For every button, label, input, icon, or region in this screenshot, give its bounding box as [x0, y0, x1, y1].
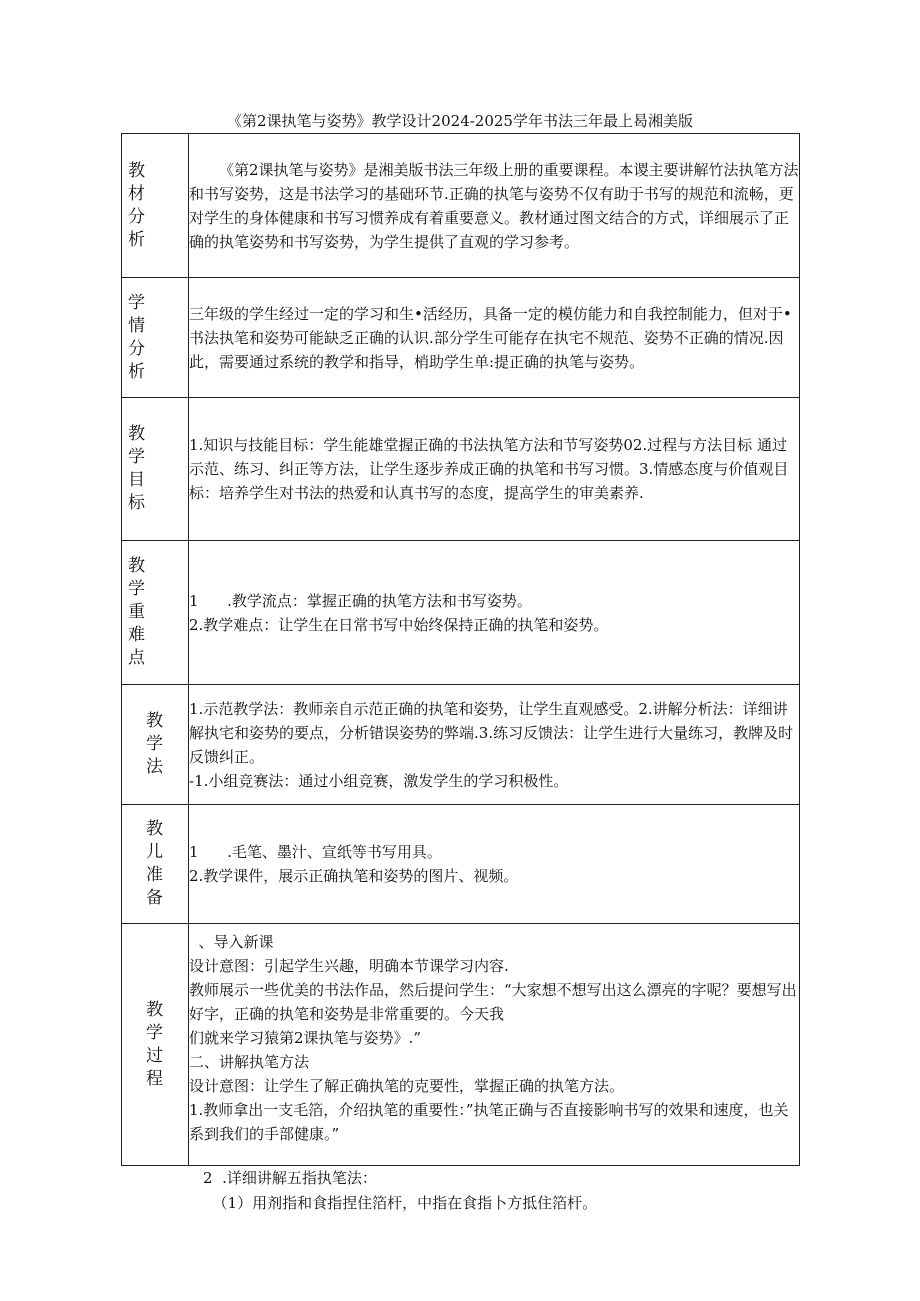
table-row: [122, 278, 800, 398]
row-label-cell: [122, 685, 189, 805]
paragraph: 1.教师拿出一支毛箔，介绍执笔的重要性：”执笔正确与否直接影响书写的效果和速度，也关系到我们的手部健康。”: [189, 1101, 789, 1143]
label-char: 教: [128, 424, 145, 444]
label-char: 准: [146, 865, 163, 885]
table-row: [122, 924, 800, 1166]
row-label: [122, 292, 188, 384]
label-char: 程: [146, 1068, 163, 1089]
paragraph: 1.示范教学法：教师亲自示范正确的执笔和姿势，让学生直观感受。2.讲解分析法：详细讲解执宅和姿势的要点，分析错误姿势的弊端.3.练习反馈法：让学生进行大量练习，教牌及时反馈纠正。: [189, 699, 794, 766]
paragraph: 三年级的学生经过一定的学习和生•活经历，具备一定的模仿能力和自我控制能力，但对于•书法执笔和姿势可能缺乏正确的认识.部分学生可能存在执宅不规范、姿势不正确的情况.因此，需要通过系统的教学和指导，梢助学生单:提正确的执笔与姿势。: [189, 304, 792, 371]
paragraph: 设计意图：引起学生兴趣，明确本节课学习内容.: [189, 957, 509, 975]
row-label: [122, 555, 188, 670]
row-label-cell: [122, 924, 189, 1166]
document-title: 《第2课执笔与姿势》教学设计2024-2025学年书法三年最上曷湘美版: [227, 112, 693, 130]
row-content-cell: [189, 541, 800, 685]
label-char: 学: [128, 447, 145, 467]
row-label: [122, 999, 188, 1091]
lesson-plan-table: [121, 133, 800, 1166]
label-char: 学: [146, 1022, 163, 1043]
label-char: 分: [128, 338, 145, 359]
label-char: 分: [128, 206, 145, 227]
label-char: 教: [146, 819, 163, 839]
row-content-cell: [189, 134, 800, 278]
label-char: 教: [128, 556, 145, 576]
label-char: 备: [146, 888, 163, 908]
label-char: 材: [128, 183, 145, 204]
label-char: 情: [128, 315, 145, 336]
row-label-cell: [122, 805, 189, 924]
paragraph: 1.知识与技能目标：学生能雄堂握正确的书法执笔方法和节写姿势02.过程与方法目标 通过示范、练习、纠正等方法，让学生逐步养成正确的执笔和书写习惯。3.情感态度与价值观目标：培养学生对书法的热爱和认真书写的态度，提高学生的审美素养.: [189, 436, 789, 502]
label-char: 点: [128, 648, 145, 668]
label-char: 教: [128, 160, 145, 181]
row-label-cell: [122, 398, 189, 541]
label-char: 儿: [146, 842, 163, 862]
label-char: 析: [128, 361, 145, 382]
label-char: 学: [146, 734, 163, 754]
table-row: [122, 398, 800, 541]
paragraph: 1 .教学流点：掌握正确的执笔方法和书写姿势。: [189, 591, 532, 610]
table-row: [122, 805, 800, 924]
label-char: 重: [128, 602, 145, 622]
row-content-cell: [189, 924, 800, 1166]
continuation-line: 2 .详细讲解五指执笔法：: [203, 1169, 377, 1187]
paragraph: 《第2课执笔与姿势》是湘美版书法三年级上册的重要课程。本谡主要讲解竹法执笔方法和书写姿势，这是书法学习的基础环节.正确的执笔与姿势不仅有助于书写的规范和流畅，更对学生的身体健康和书写习惯养成有着重要意义。教材通过图文结合的方式，详细展示了正确的执笔姿势和书写姿势，为学生提供了直观的学习参考。: [189, 160, 799, 251]
label-char: 教: [146, 999, 163, 1020]
paragraph: 们就来学习猿第2课执笔与姿势》.”: [189, 1029, 421, 1047]
row-label: [122, 818, 188, 910]
paragraph: 设计意图：让学生了解正确执笔的克要性，掌握正确的执笔方法。: [189, 1077, 625, 1095]
row-label: [122, 423, 188, 515]
table-row: [122, 541, 800, 685]
label-char: 法: [146, 757, 163, 777]
paragraph: 二、讲解执笔方法: [189, 1053, 310, 1071]
row-content-cell: [189, 398, 800, 541]
label-char: 学: [128, 292, 145, 313]
paragraph: -1.小组竞赛法：通过小组竞赛，激发学生的学习积极性。: [189, 771, 569, 790]
paragraph: 、导入新课: [189, 933, 274, 951]
row-label-cell: [122, 541, 189, 685]
table-row: [122, 134, 800, 278]
label-char: 教: [146, 711, 163, 731]
row-content-cell: [189, 685, 800, 805]
label-char: 析: [128, 229, 145, 250]
row-label: [122, 160, 188, 252]
label-char: 难: [128, 625, 145, 645]
row-content-cell: [189, 805, 800, 924]
row-label-cell: [122, 278, 189, 398]
label-char: 目: [128, 470, 145, 490]
row-label-cell: [122, 134, 189, 278]
continuation-line: （1）用剂指和食指捏住箔杆，中指在食指卜方抵住箔杆。: [203, 1194, 598, 1212]
paragraph: 1 .毛笔、墨汁、宣纸等书写用具。: [189, 843, 442, 861]
row-label: [122, 710, 188, 779]
label-char: 学: [128, 579, 145, 599]
label-char: 过: [146, 1045, 163, 1066]
label-char: 标: [128, 493, 145, 513]
paragraph: 2.教学课件，展示正确执笔和姿势的图片、视频。: [189, 867, 519, 885]
table-row: [122, 685, 800, 805]
paragraph: 2.教学难点：让学生在日常书写中始终保持正确的执笔和姿势。: [189, 615, 609, 634]
row-content-cell: [189, 278, 800, 398]
paragraph: 教师展示一些优美的书法作品，然后提问学生：“大家想不想写出这么漂亮的字呢？要想写出好字，正确的执笔和姿势是非常重要的。今天我: [189, 981, 797, 1023]
